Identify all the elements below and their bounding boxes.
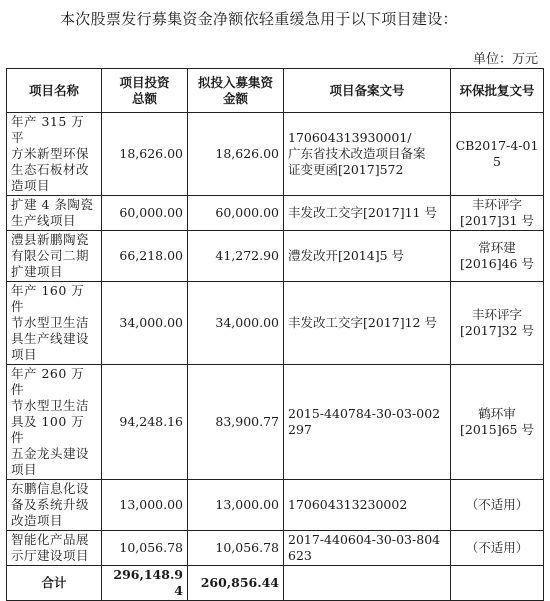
filing-number-cell: 170604313230002 xyxy=(284,480,451,531)
total-investment-cell: 60,000.00 xyxy=(102,196,188,231)
filing-number-cell: 2015-440784-30-03-002297 xyxy=(284,365,451,480)
env-approval-cell: 丰环评字 [2017]32 号 xyxy=(451,282,544,365)
total-investment-cell: 18,626.00 xyxy=(102,113,188,196)
intro-text: 本次股票发行募集资金净额依轻重缓急用于以下项目建设： xyxy=(60,10,458,28)
raised-funds-cell: 13,000.00 xyxy=(188,480,284,531)
table-row xyxy=(7,480,544,531)
total-label: 合计 xyxy=(7,566,102,601)
total-filing-empty xyxy=(284,566,451,601)
total-raised-sum: 260,856.44 xyxy=(188,566,284,601)
raised-funds-cell: 10,056.78 xyxy=(188,531,284,566)
total-investment-cell: 34,000.00 xyxy=(102,282,188,365)
table-header-row xyxy=(7,69,544,113)
env-approval-cell: （不适用） xyxy=(451,531,544,566)
project-name-cell: 年产 260 万件 节水型卫生洁 具及 100 万件 五金龙头建设 项目 xyxy=(7,365,102,480)
header-project-name: 项目名称 xyxy=(7,69,102,113)
filing-number-cell: 澧发改开[2014]5 号 xyxy=(284,231,451,282)
header-total-investment: 项目投资 总额 xyxy=(102,69,188,113)
filing-number-cell: 170604313930001/ 广东省技术改造项目备案 证变更函[2017]572 xyxy=(284,113,451,196)
header-raised-funds: 拟投入募集资 金额 xyxy=(188,69,284,113)
total-investment-cell: 13,000.00 xyxy=(102,480,188,531)
total-env-empty xyxy=(451,566,544,601)
project-name-cell: 扩建 4 条陶瓷 生产线项目 xyxy=(7,196,102,231)
table-row xyxy=(7,113,544,196)
raised-funds-cell: 83,900.77 xyxy=(188,365,284,480)
table-row xyxy=(7,196,544,231)
project-name-cell: 智能化产品展 示厅建设项目 xyxy=(7,531,102,566)
filing-number-cell: 丰发改工交字[2017]11 号 xyxy=(284,196,451,231)
project-name-cell: 年产 315 万平 方米新型环保 生态石板材改 造项目 xyxy=(7,113,102,196)
filing-number-cell: 2017-440604-30-03-804623 xyxy=(284,531,451,566)
env-approval-cell: CB2017-4-015 xyxy=(451,113,544,196)
unit-label: 单位：万元 xyxy=(472,52,538,67)
env-approval-cell: （不适用） xyxy=(451,480,544,531)
project-name-cell: 东鹏信息化设 备及系统升级 改造项目 xyxy=(7,480,102,531)
env-approval-cell: 常环建 [2016]46 号 xyxy=(451,231,544,282)
raised-funds-cell: 60,000.00 xyxy=(188,196,284,231)
project-name-cell: 年产 160 万件 节水型卫生洁 具生产线建设 项目 xyxy=(7,282,102,365)
total-investment-sum: 296,148.94 xyxy=(102,566,188,601)
total-investment-cell: 66,218.00 xyxy=(102,231,188,282)
env-approval-cell: 丰环评字 [2017]31 号 xyxy=(451,196,544,231)
table-row xyxy=(7,365,544,480)
raised-funds-cell: 41,272.90 xyxy=(188,231,284,282)
header-filing-number: 项目备案文号 xyxy=(284,69,451,113)
project-name-cell: 澧县新鹏陶瓷 有限公司二期 扩建项目 xyxy=(7,231,102,282)
table-row xyxy=(7,531,544,566)
total-row xyxy=(7,566,544,601)
filing-number-cell: 丰发改工交字[2017]12 号 xyxy=(284,282,451,365)
raised-funds-cell: 18,626.00 xyxy=(188,113,284,196)
raised-funds-cell: 34,000.00 xyxy=(188,282,284,365)
total-investment-cell: 94,248.16 xyxy=(102,365,188,480)
fund-usage-table xyxy=(6,68,544,601)
header-env-approval: 环保批复文号 xyxy=(451,69,544,113)
env-approval-cell: 鹤环审 [2015]65 号 xyxy=(451,365,544,480)
table-row xyxy=(7,231,544,282)
table-row xyxy=(7,282,544,365)
total-investment-cell: 10,056.78 xyxy=(102,531,188,566)
